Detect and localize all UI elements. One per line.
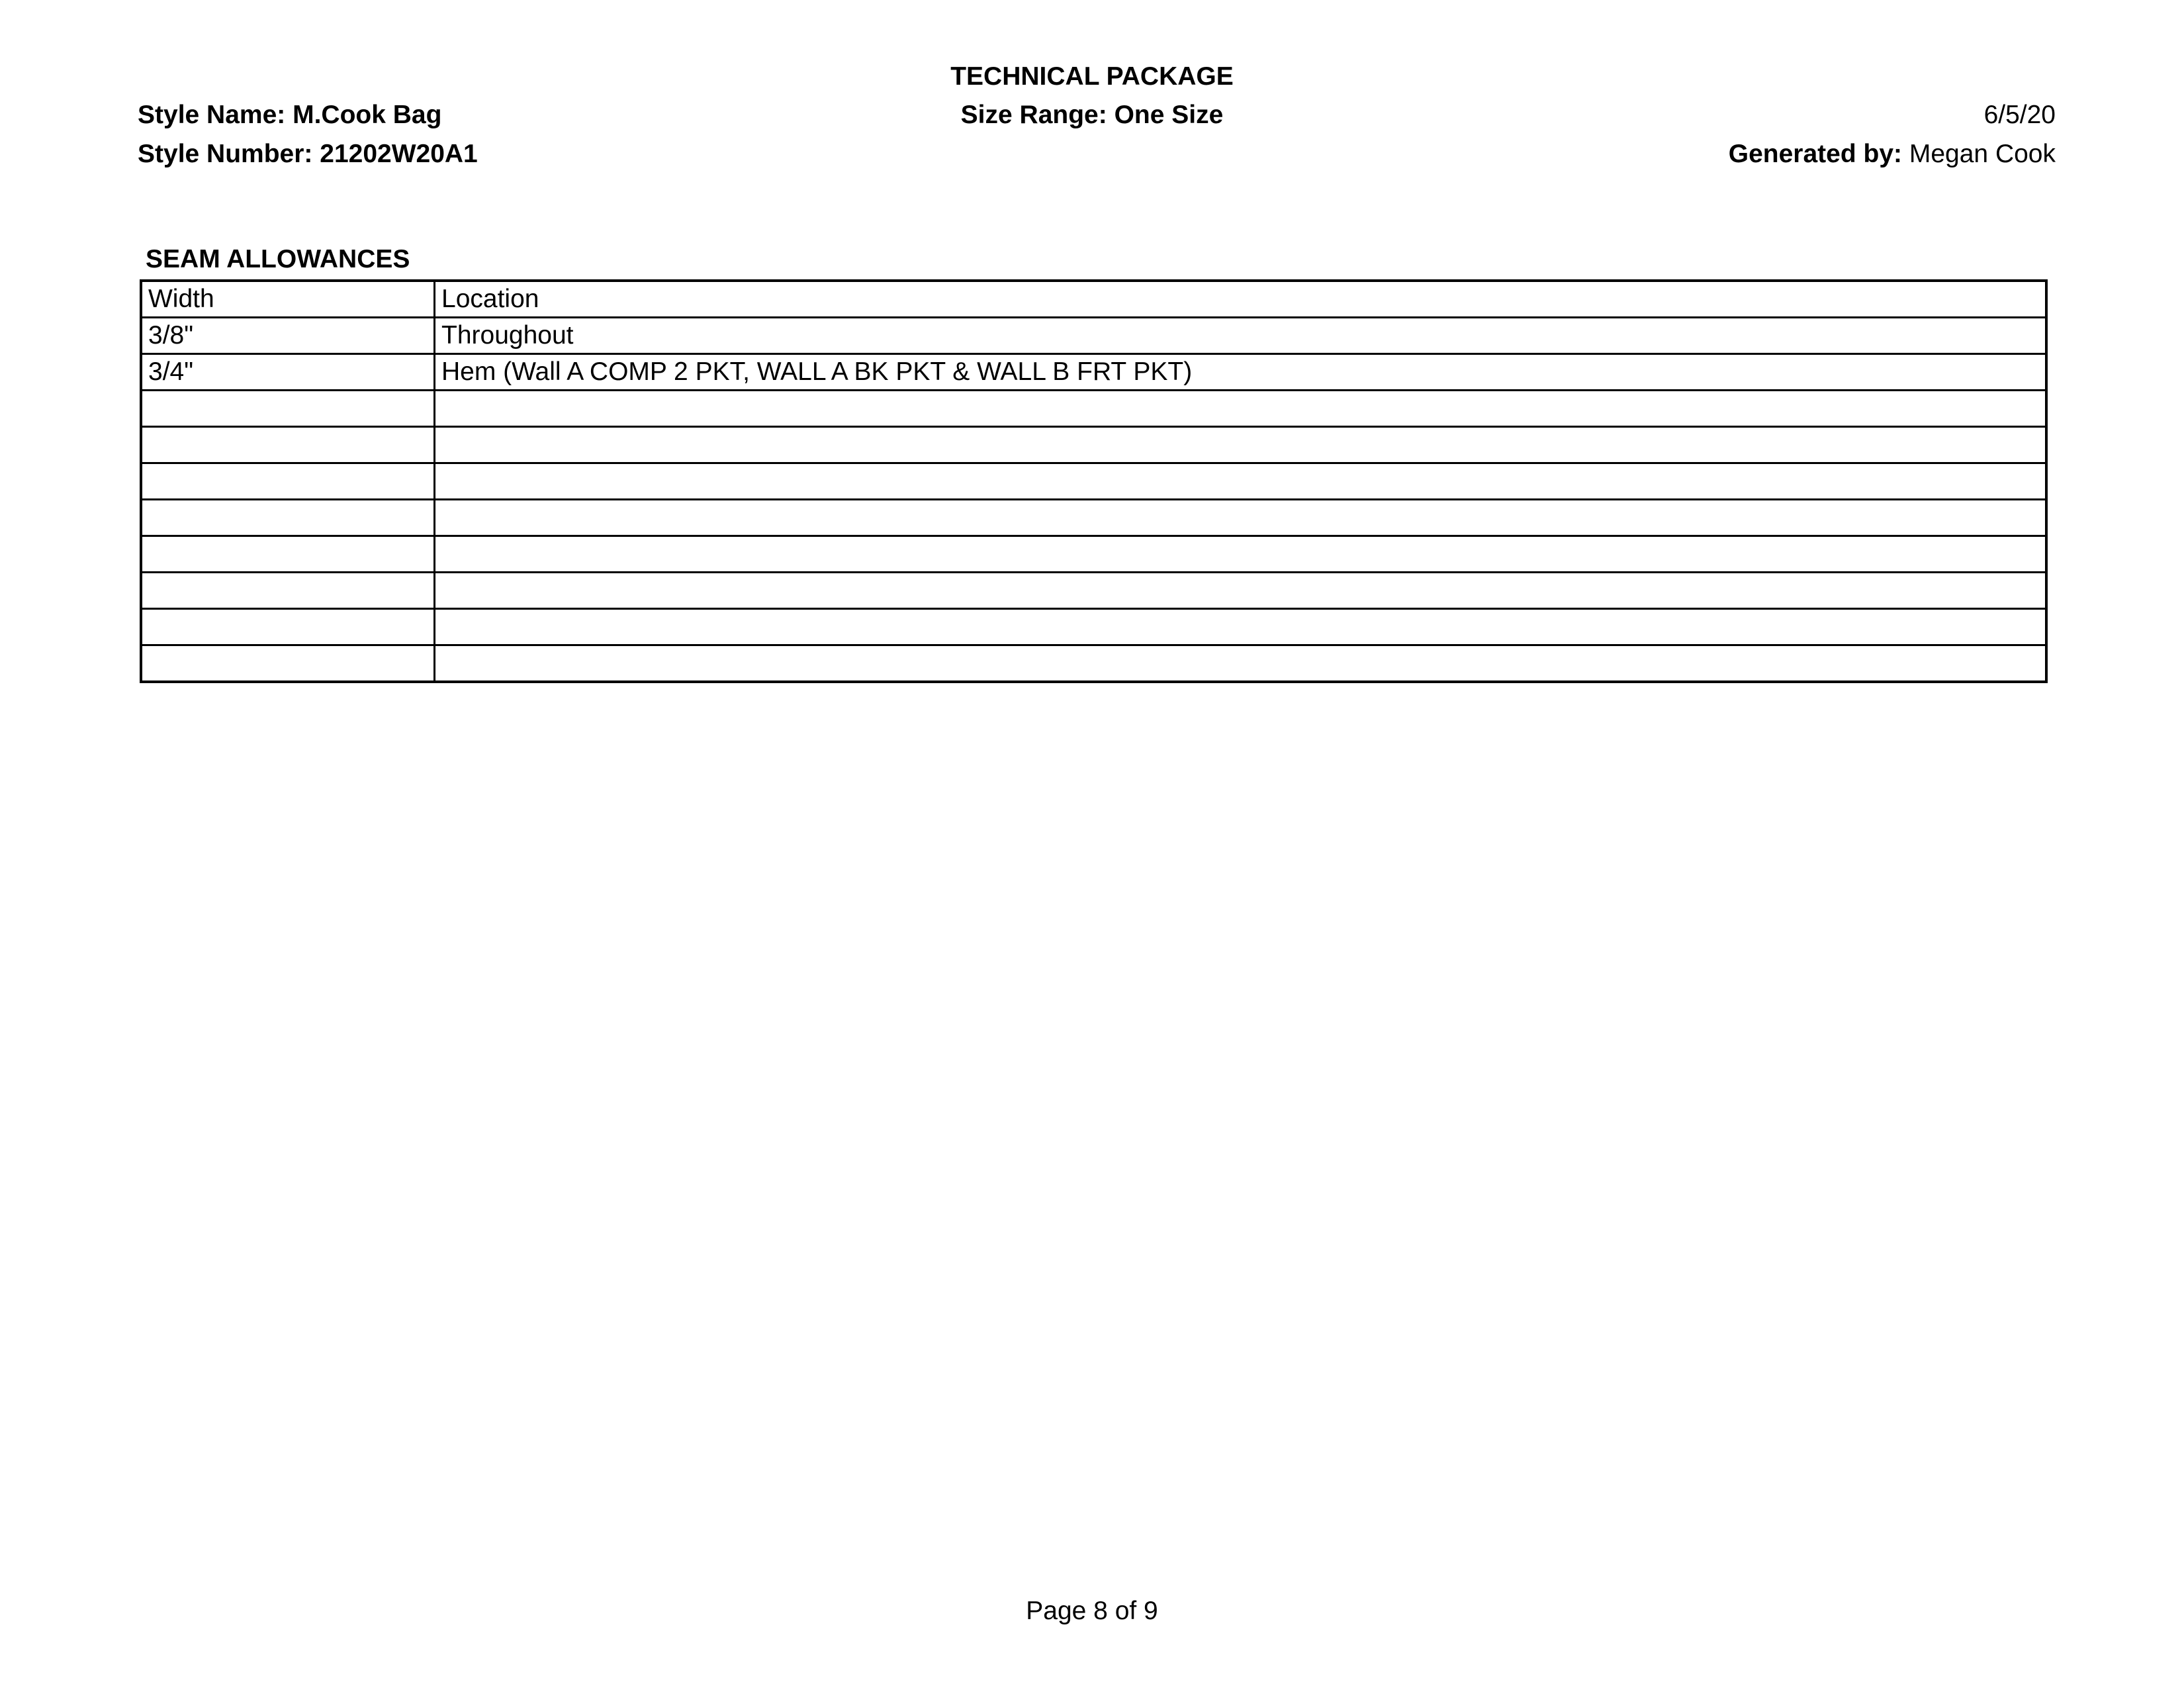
width-cell	[141, 573, 435, 609]
width-cell	[141, 463, 435, 500]
table-row	[141, 391, 2046, 427]
width-cell	[141, 427, 435, 463]
table-row	[141, 427, 2046, 463]
table-row	[141, 354, 2046, 391]
style-name-value: M.Cook Bag	[293, 101, 442, 129]
width-cell	[141, 645, 435, 682]
generated-by-value: Megan Cook	[1909, 140, 2056, 168]
generated-by-label: Generated by:	[1728, 140, 1903, 168]
location-cell: Hem (Wall A COMP 2 PKT, WALL A BK PKT & WALL B FRT PKT)	[435, 354, 2047, 391]
width-cell	[141, 391, 435, 427]
document-title: TECHNICAL PACKAGE	[950, 62, 1234, 91]
generated-by	[1729, 138, 2056, 170]
table-row	[141, 573, 2046, 609]
location-cell: Throughout	[435, 318, 2047, 354]
table-row	[141, 536, 2046, 573]
size-range-value: One Size	[1114, 101, 1224, 129]
style-number-value: 21202W20A1	[320, 140, 478, 168]
width-cell	[141, 609, 435, 645]
style-number-label: Style Number:	[138, 140, 313, 168]
location-cell	[435, 391, 2047, 427]
size-range	[0, 99, 2184, 131]
width-cell: 3/4"	[141, 354, 435, 391]
location-cell	[435, 609, 2047, 645]
table-row	[141, 500, 2046, 536]
location-cell	[435, 573, 2047, 609]
table-row	[141, 609, 2046, 645]
table-row	[141, 463, 2046, 500]
width-cell	[141, 500, 435, 536]
location-cell	[435, 536, 2047, 573]
location-cell	[435, 645, 2047, 682]
table-row	[141, 645, 2046, 682]
location-cell	[435, 500, 2047, 536]
style-number	[138, 138, 478, 170]
column-header-width: Width	[141, 281, 435, 318]
size-range-label: Size Range:	[960, 101, 1107, 129]
column-header-location: Location	[435, 281, 2047, 318]
location-cell	[435, 463, 2047, 500]
section-title: SEAM ALLOWANCES	[146, 245, 410, 273]
style-name-label: Style Name:	[138, 101, 286, 129]
width-cell: 3/8"	[141, 318, 435, 354]
document-date: 6/5/20	[1983, 101, 2056, 129]
table-row	[141, 318, 2046, 354]
width-cell	[141, 536, 435, 573]
seam-allowances-table	[140, 279, 2048, 683]
table-header-row	[141, 281, 2046, 318]
location-cell	[435, 427, 2047, 463]
page-number: Page 8 of 9	[1026, 1597, 1158, 1625]
